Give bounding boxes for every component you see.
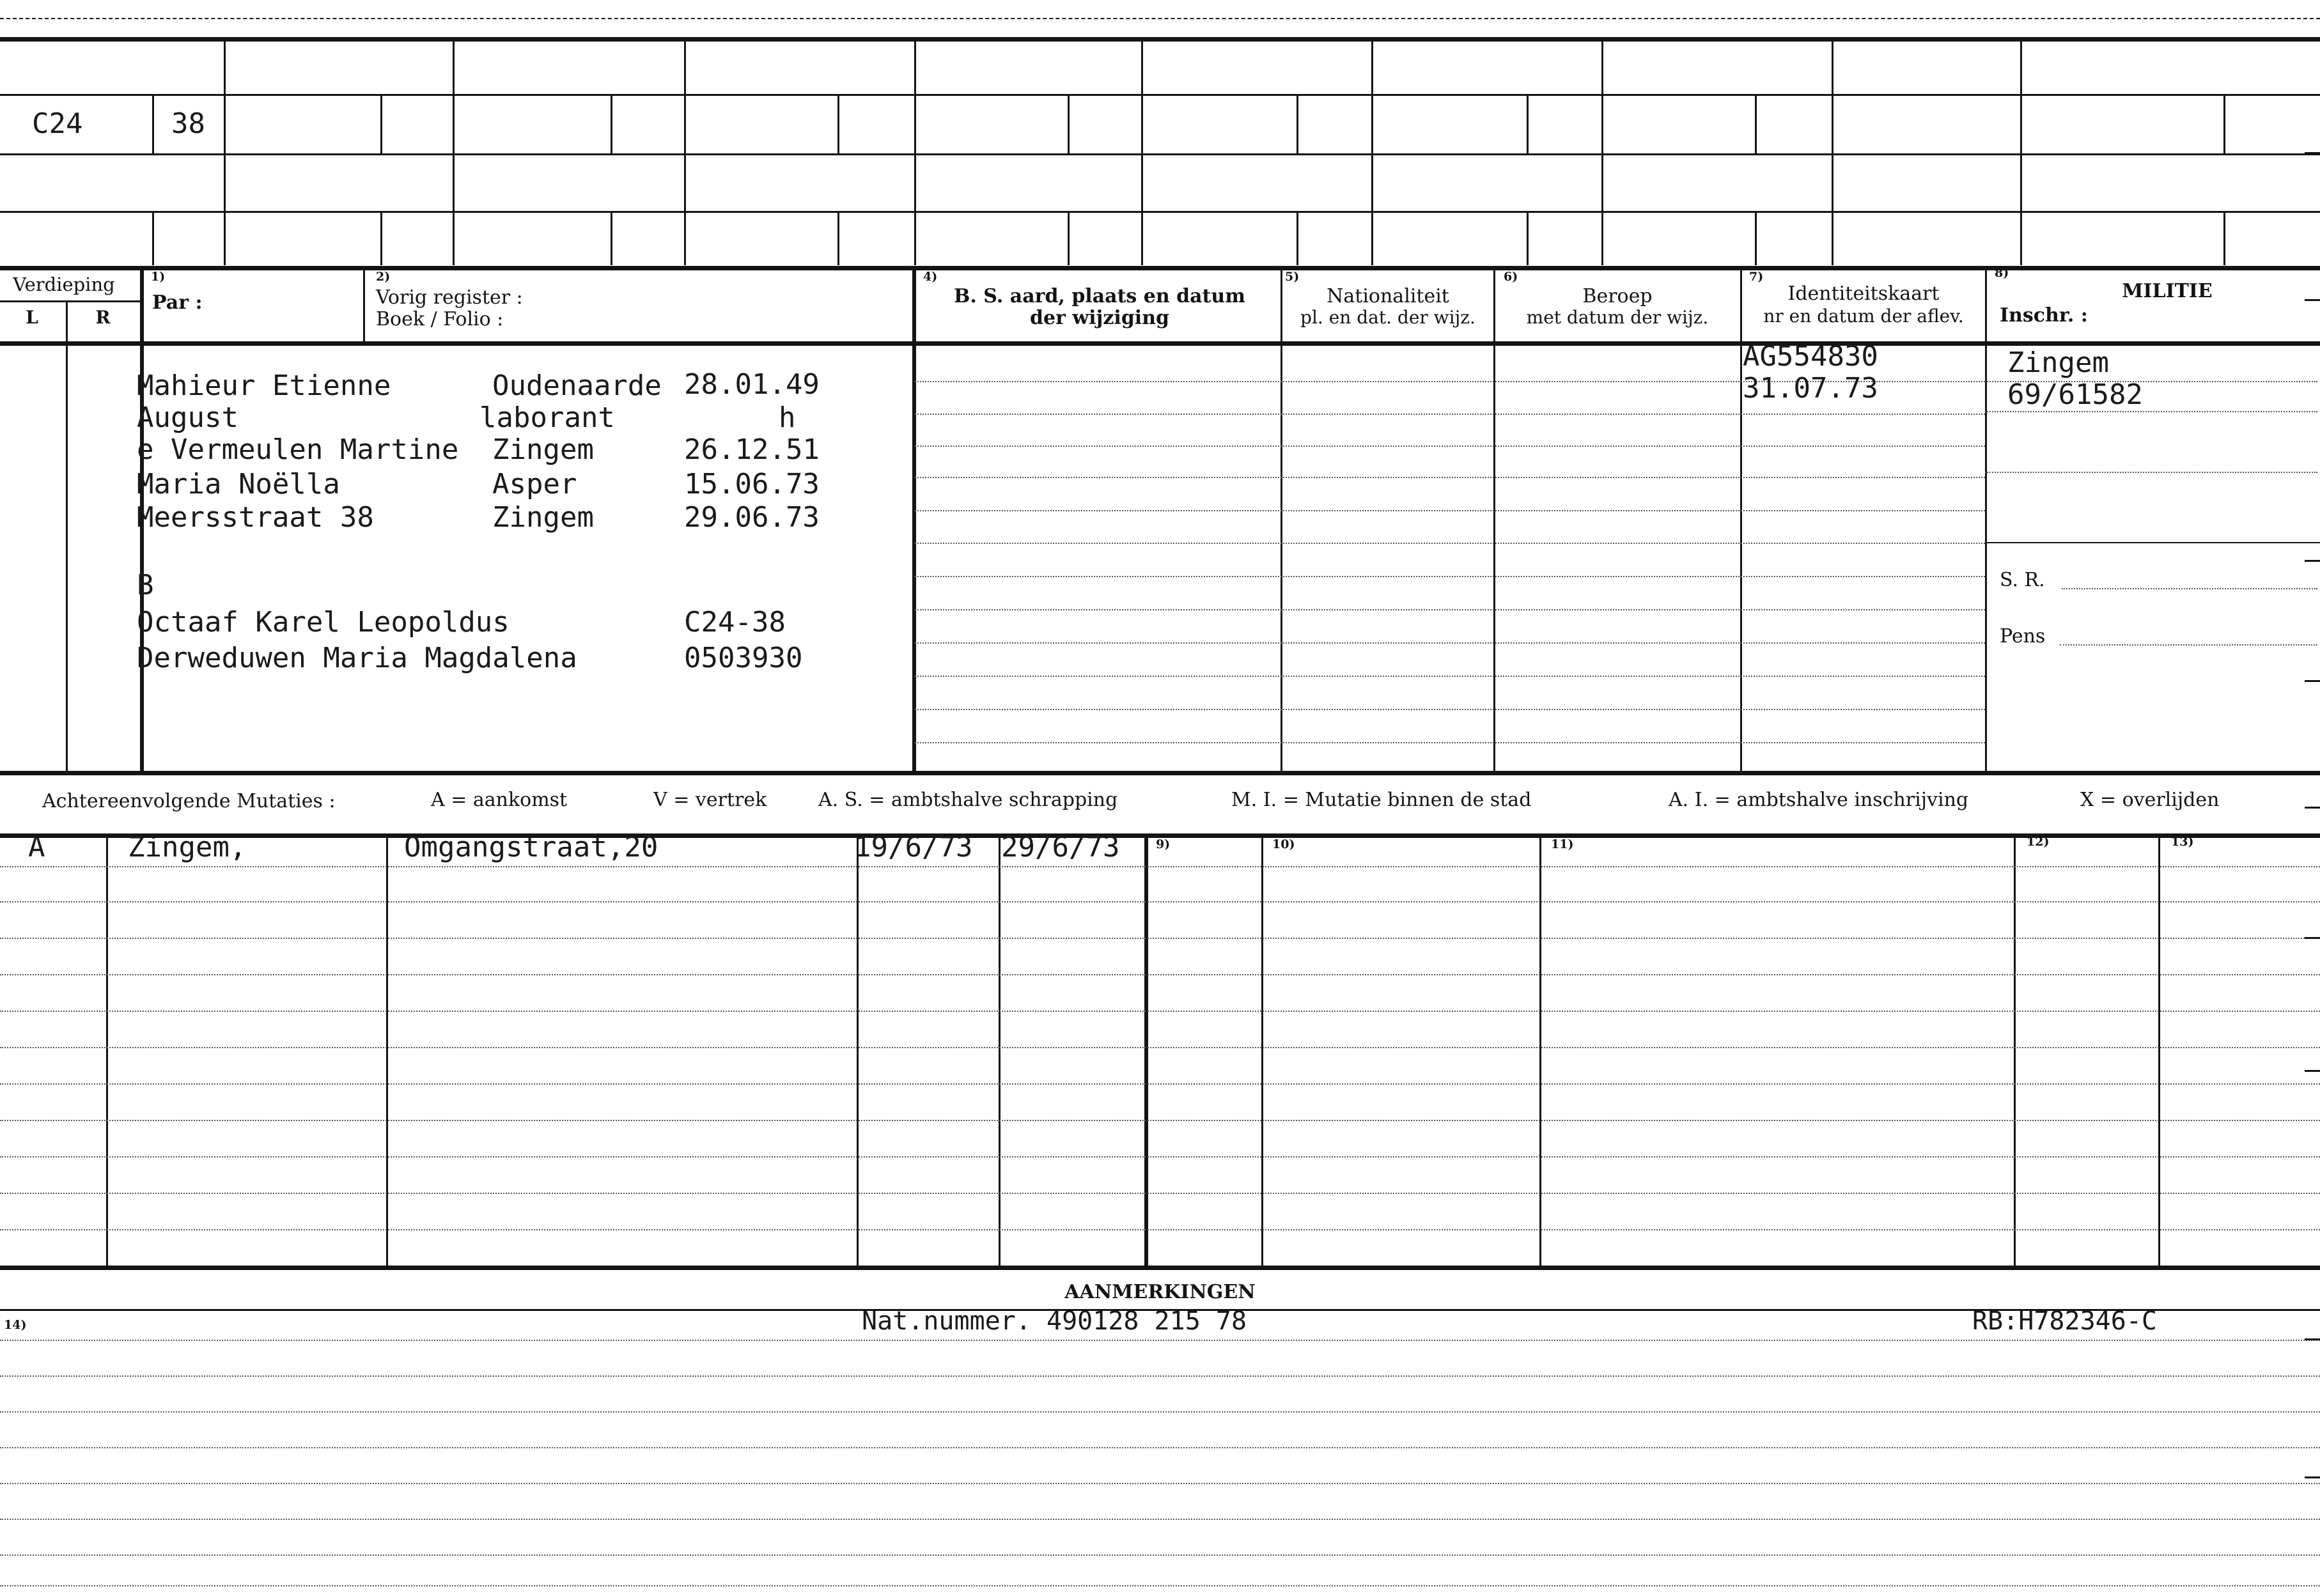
militia-number: 69/61582 xyxy=(2007,378,2143,411)
header-bottom-border xyxy=(0,341,2320,346)
sr-label: S. R. xyxy=(2000,569,2045,591)
id-card-date: 31.07.73 xyxy=(1743,372,1878,405)
floor-right-header: R xyxy=(95,307,111,328)
mutation-place: Zingem, xyxy=(128,831,247,864)
inscription-label: Inschr. : xyxy=(2000,304,2088,327)
top-grid-border xyxy=(0,37,2320,42)
id-card-number: AG554830 xyxy=(1743,340,1878,373)
militia-place: Zingem xyxy=(2007,346,2109,379)
militia-header: MILITIE xyxy=(2122,280,2213,302)
mutation-date-2: 29/6/73 xyxy=(1001,831,1120,864)
mutation-type: A xyxy=(28,831,45,864)
nationality-header: Nationaliteit xyxy=(1327,285,1449,307)
civil-status-header: B. S. aard, plaats en datum xyxy=(954,285,1245,307)
sector-code: C24 xyxy=(32,107,83,140)
remarks-title: AANMERKINGEN xyxy=(1064,1281,1256,1303)
mutation-street: Omgangstraat,20 xyxy=(404,831,658,864)
parents-letter: B xyxy=(137,569,154,601)
rb-number: RB:H782346-C xyxy=(1972,1306,2157,1336)
id-card-header: Identiteitskaart xyxy=(1787,283,1940,305)
top-border xyxy=(0,18,2320,19)
book-folio-header: Boek / Folio : xyxy=(376,308,504,330)
house-number: 38 xyxy=(171,107,205,140)
national-number: Nat.nummer. 490128 215 78 xyxy=(862,1306,1247,1336)
pension-label: Pens xyxy=(2000,625,2046,647)
floor-left-header: L xyxy=(26,307,38,328)
profession-header: Beroep xyxy=(1582,285,1653,307)
pair-header: Par : xyxy=(152,291,203,314)
floor-header: Verdieping xyxy=(13,274,115,295)
person-bottom-border xyxy=(0,771,2320,775)
previous-register-header: Vorig register : xyxy=(376,286,523,309)
header-top-border xyxy=(0,266,2320,270)
mutations-bottom-border xyxy=(0,1266,2320,1270)
mutation-date-1: 19/6/73 xyxy=(854,831,973,864)
